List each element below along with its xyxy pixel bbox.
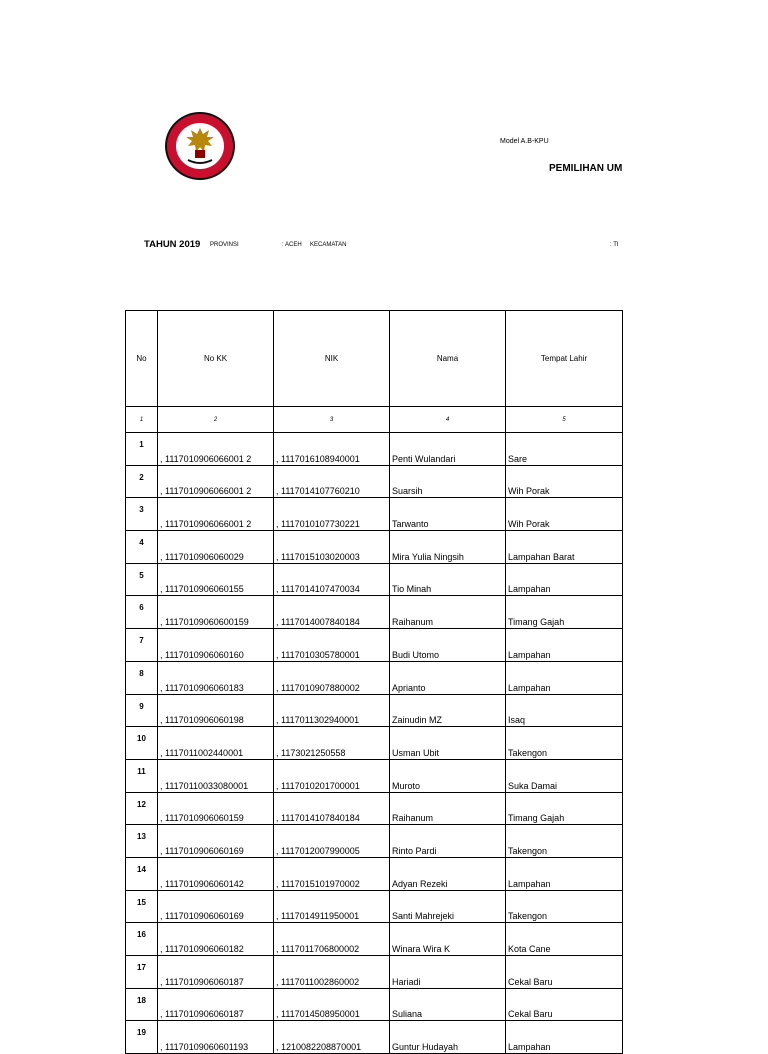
cell-nama: Tio Minah <box>390 563 506 596</box>
table-row <box>126 759 623 792</box>
table-row <box>126 596 623 629</box>
cell-tempat-lahir: Sare <box>506 433 623 466</box>
cell-nik: , 1117011302940001 <box>274 694 390 727</box>
voter-table <box>125 310 623 1054</box>
table-row <box>126 531 623 564</box>
cell-no-kk: , 1117010906060155 <box>158 563 274 596</box>
row-number: 3 <box>126 498 158 531</box>
truncated-value: : TI <box>610 242 619 248</box>
cell-no-kk: , 1117010906060182 <box>158 923 274 956</box>
column-number: 1 <box>126 407 158 433</box>
cell-no-kk: , 1117010906060160 <box>158 629 274 662</box>
cell-no-kk: , 11170109060601193 <box>158 1021 274 1054</box>
provinsi-value: : ACEH <box>282 242 302 248</box>
cell-tempat-lahir: Cekal Baru <box>506 988 623 1021</box>
cell-nik: , 1117016108940001 <box>274 433 390 466</box>
row-number: 6 <box>126 596 158 629</box>
cell-nik: , 1117010907880002 <box>274 661 390 694</box>
column-header-nik: NIK <box>274 311 390 407</box>
cell-nama: Mira Yulia Ningsih <box>390 531 506 564</box>
cell-nik: , 1117010305780001 <box>274 629 390 662</box>
cell-no-kk: , 1117011002440001 <box>158 727 274 760</box>
row-number: 2 <box>126 465 158 498</box>
cell-no-kk: , 1117010906060159 <box>158 792 274 825</box>
cell-no-kk: , 1117010906060169 <box>158 825 274 858</box>
cell-no-kk: , 1117010906060169 <box>158 890 274 923</box>
cell-nama: Muroto <box>390 759 506 792</box>
cell-no-kk: , 11170110033080001 <box>158 759 274 792</box>
cell-nik: , 1117014107470034 <box>274 563 390 596</box>
cell-tempat-lahir: Lampahan <box>506 661 623 694</box>
row-number: 5 <box>126 563 158 596</box>
table-row <box>126 825 623 858</box>
cell-nik: , 1117014007840184 <box>274 596 390 629</box>
row-number: 14 <box>126 857 158 890</box>
row-number: 12 <box>126 792 158 825</box>
cell-tempat-lahir: Takengon <box>506 890 623 923</box>
cell-tempat-lahir: Lampahan <box>506 563 623 596</box>
cell-nama: Rinto Pardi <box>390 825 506 858</box>
cell-tempat-lahir: Takengon <box>506 825 623 858</box>
cell-tempat-lahir: Lampahan <box>506 857 623 890</box>
cell-nik: , 1117014508950001 <box>274 988 390 1021</box>
cell-nik: , 1117014107760210 <box>274 465 390 498</box>
cell-no-kk: , 1117010906060187 <box>158 988 274 1021</box>
cell-nama: Adyan Rezeki <box>390 857 506 890</box>
row-number: 1 <box>126 433 158 466</box>
row-number: 9 <box>126 694 158 727</box>
page-title: PEMILIHAN UM <box>549 163 623 174</box>
cell-no-kk: , 1117010906066001 2 <box>158 498 274 531</box>
cell-no-kk: , 1117010906060029 <box>158 531 274 564</box>
cell-nik: , 1117011002860002 <box>274 956 390 989</box>
cell-tempat-lahir: Timang Gajah <box>506 792 623 825</box>
cell-nama: Santi Mahrejeki <box>390 890 506 923</box>
cell-nama: Zainudin MZ <box>390 694 506 727</box>
cell-no-kk: , 1117010906060187 <box>158 956 274 989</box>
row-number: 15 <box>126 890 158 923</box>
cell-no-kk: , 1117010906060183 <box>158 661 274 694</box>
table-row <box>126 694 623 727</box>
row-number: 11 <box>126 759 158 792</box>
table-row <box>126 923 623 956</box>
year-label: TAHUN 2019 <box>144 239 201 250</box>
column-header-nama: Nama <box>390 311 506 407</box>
column-header-no-kk: No KK <box>158 311 274 407</box>
column-number: 3 <box>274 407 390 433</box>
row-number: 13 <box>126 825 158 858</box>
cell-tempat-lahir: Lampahan Barat <box>506 531 623 564</box>
cell-nik: , 1117014107840184 <box>274 792 390 825</box>
cell-nama: Guntur Hudayah <box>390 1021 506 1054</box>
cell-nama: Usman Ubit <box>390 727 506 760</box>
cell-nik: , 1117012007990005 <box>274 825 390 858</box>
row-number: 16 <box>126 923 158 956</box>
table-row <box>126 629 623 662</box>
column-header-no: No <box>126 311 158 407</box>
cell-nama: Raihanum <box>390 596 506 629</box>
table-row <box>126 727 623 760</box>
cell-tempat-lahir: Lampahan <box>506 629 623 662</box>
row-number: 7 <box>126 629 158 662</box>
model-label: Model A.B-KPU <box>500 138 549 145</box>
cell-tempat-lahir: Kota Cane <box>506 923 623 956</box>
cell-tempat-lahir: Takengon <box>506 727 623 760</box>
cell-nama: Suarsih <box>390 465 506 498</box>
cell-nama: Suliana <box>390 988 506 1021</box>
column-number: 4 <box>390 407 506 433</box>
row-number: 8 <box>126 661 158 694</box>
table-row <box>126 857 623 890</box>
row-number: 17 <box>126 956 158 989</box>
provinsi-label: PROVINSI <box>210 242 239 248</box>
cell-nik: , 1210082208870001 <box>274 1021 390 1054</box>
table-row <box>126 498 623 531</box>
cell-nik: , 1117014911950001 <box>274 890 390 923</box>
cell-tempat-lahir: Wih Porak <box>506 465 623 498</box>
cell-nik: , 1117011706800002 <box>274 923 390 956</box>
cell-nama: Penti Wulandari <box>390 433 506 466</box>
cell-tempat-lahir: Isaq <box>506 694 623 727</box>
table-row <box>126 792 623 825</box>
table-row <box>126 890 623 923</box>
table-row <box>126 563 623 596</box>
table-row <box>126 465 623 498</box>
row-number: 19 <box>126 1021 158 1054</box>
table-header-row <box>126 311 623 407</box>
table-row <box>126 988 623 1021</box>
cell-tempat-lahir: Lampahan <box>506 1021 623 1054</box>
cell-nik: , 1117010107730221 <box>274 498 390 531</box>
cell-nama: Tarwanto <box>390 498 506 531</box>
row-number: 4 <box>126 531 158 564</box>
cell-no-kk: , 1117010906066001 2 <box>158 465 274 498</box>
kpu-logo <box>163 110 237 182</box>
column-number-row <box>126 407 623 433</box>
cell-nama: Budi Utomo <box>390 629 506 662</box>
table-row <box>126 661 623 694</box>
cell-tempat-lahir: Cekal Baru <box>506 956 623 989</box>
cell-no-kk: , 1117010906060198 <box>158 694 274 727</box>
column-number: 2 <box>158 407 274 433</box>
table-row <box>126 1021 623 1054</box>
cell-tempat-lahir: Suka Damai <box>506 759 623 792</box>
cell-tempat-lahir: Timang Gajah <box>506 596 623 629</box>
cell-nama: Winara Wira K <box>390 923 506 956</box>
row-number: 10 <box>126 727 158 760</box>
cell-nama: Hariadi <box>390 956 506 989</box>
cell-nik: , 1117015103020003 <box>274 531 390 564</box>
table-row <box>126 433 623 466</box>
cell-tempat-lahir: Wih Porak <box>506 498 623 531</box>
column-header-tempat-lahir: Tempat Lahir <box>506 311 623 407</box>
cell-no-kk: , 1117010906060142 <box>158 857 274 890</box>
row-number: 18 <box>126 988 158 1021</box>
table-row <box>126 956 623 989</box>
cell-nik: , 1173021250558 <box>274 727 390 760</box>
cell-no-kk: , 1117010906066001 2 <box>158 433 274 466</box>
kecamatan-label: KECAMATAN <box>310 242 347 248</box>
column-number: 5 <box>506 407 623 433</box>
cell-nama: Raihanum <box>390 792 506 825</box>
cell-nama: Aprianto <box>390 661 506 694</box>
cell-nik: , 1117010201700001 <box>274 759 390 792</box>
cell-nik: , 1117015101970002 <box>274 857 390 890</box>
cell-no-kk: , 11170109060600159 <box>158 596 274 629</box>
